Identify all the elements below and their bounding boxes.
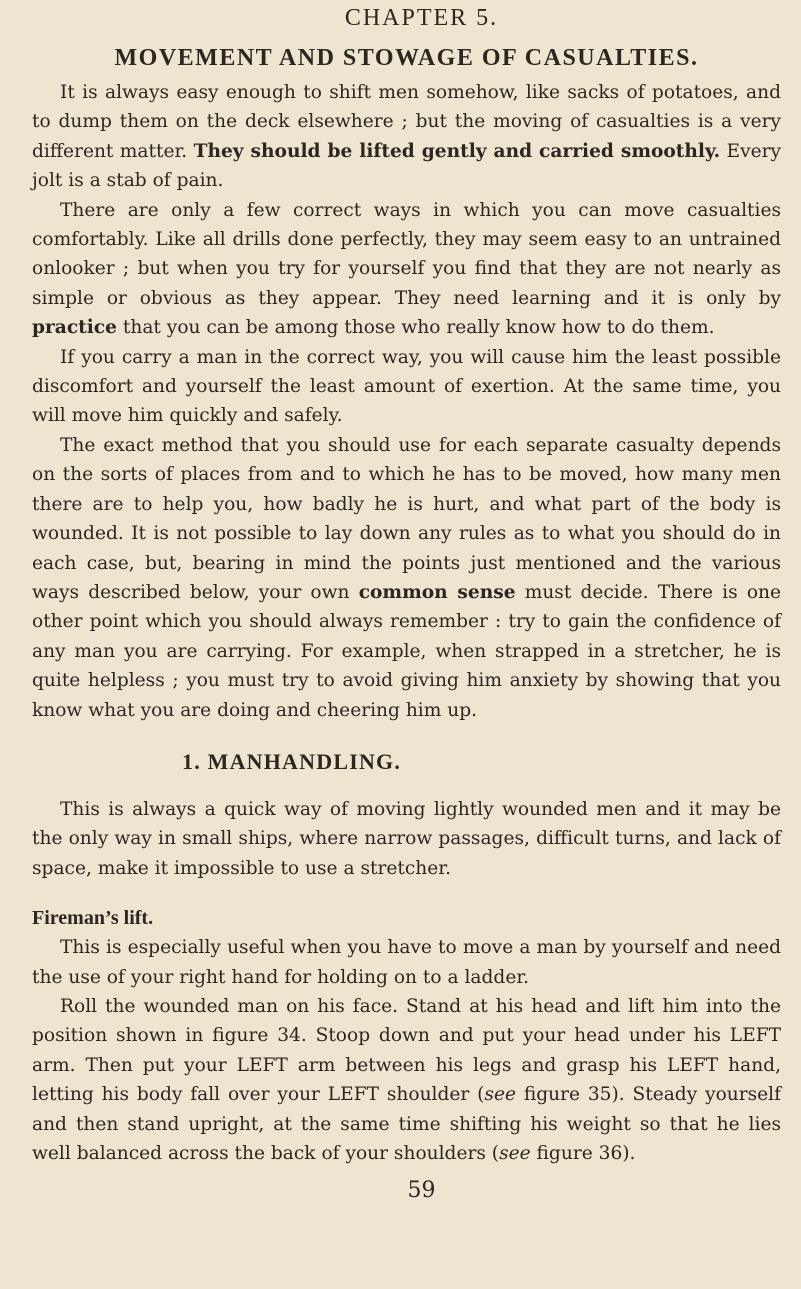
chapter-label: CHAPTER 5.	[344, 5, 499, 31]
paragraph-firemans-lift-1: This is especially useful when you have to move a man by yourself and need the use of your right hand for holding on to a ladder.	[32, 937, 781, 988]
emphasis-lifted-gently: They should be lifted gently and carried smoothly.	[193, 140, 721, 162]
page	[0, 4, 801, 1289]
emphasis-practice: practice	[32, 317, 117, 339]
page-number: 59	[407, 1178, 436, 1204]
paragraph-intro-2: There are only a few correct ways in which you can move casualties comfortably. Like all drills done perfectly, they may seem easy to an untrained onlooker ; but when you try for yourself you find that they are not nearly as simple or obvious as they appear. They need learning and it is only by practice that you can be among those who really know how to do them.	[32, 199, 781, 339]
paragraph-intro-3: If you carry a man in the correct way, you will cause him the least possible discomfort and yourself the least amount of exertion. At the same time, you will move him quickly and safely.	[32, 346, 781, 427]
subheading-firemans-lift: Fireman’s lift.	[32, 907, 154, 930]
paragraph-firemans-lift-2: Roll the wounded man on his face. Stand at his head and lift him into the position shown in figure 34. Stoop down and put your head under his LEFT arm. Then put your LEFT arm between his legs and grasp his LEFT hand, letting his body fall over your LEFT shoulder (see figure 35). Steady yourself and then stand upright, at the same time shifting his weight so that he lies well balanced across the back of your shoulders (see figure 36).	[32, 995, 782, 1164]
emphasis-common-sense: common sense	[358, 581, 516, 603]
paragraph-manhandling: This is always a quick way of moving lightly wounded men and it may be the only way in small ships, where narrow passages, difficult turns, and lack of space, make it impossible to use a stretcher.	[32, 798, 781, 879]
section-heading-manhandling: 1. MANHANDLING.	[182, 748, 402, 774]
paragraph-intro-4: The exact method that you should use for each separate casualty depends on the sorts of places from and to which he has to be moved, how many men there are to help you, how badly he is hurt, and what part of the body is wounded. It is not possible to lay down any rules as to what you should do in each case, but, bearing in mind the points just mentioned and the various ways described below, your own common sense must decide. There is one other point which you should always remember : try to gain the confidence of any man you are carrying. For example, when strapped in a stretcher, he is quite helpless ; you must try to avoid giving him anxiety by showing that you know what you are doing and cheering him up.	[32, 434, 781, 721]
paragraph-intro-1: It is always easy enough to shift men somehow, like sacks of potatoes, and to dump them on the deck elsewhere ; but the moving of casualties is a very different matter. They should be lifted gently and carried smoothly. Every jolt is a stab of pain.	[32, 82, 781, 192]
chapter-title: MOVEMENT AND STOWAGE OF CASUALTIES.	[114, 45, 699, 71]
